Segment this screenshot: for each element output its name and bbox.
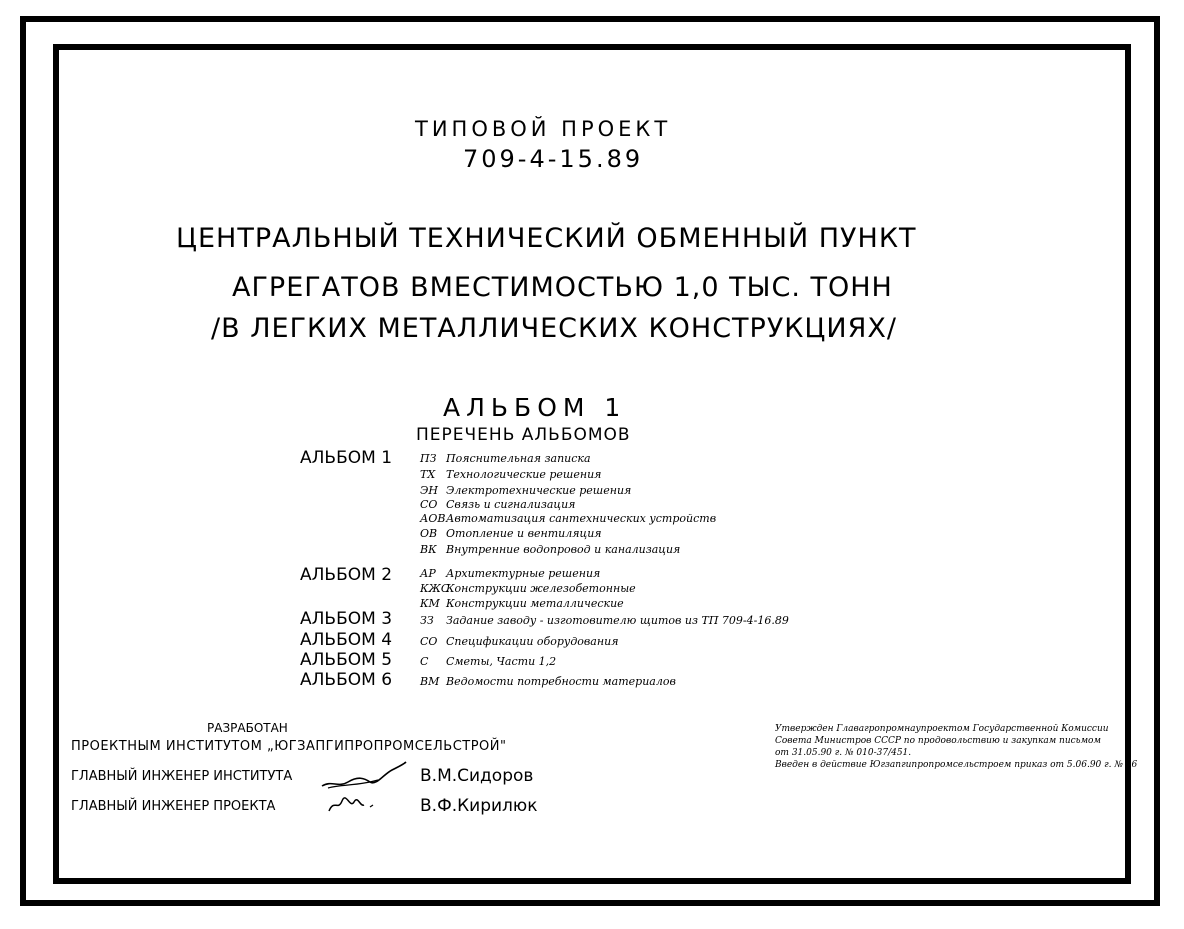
album-1-entry-6: [420, 528, 602, 539]
entry-text: Спецификации оборудования: [446, 635, 619, 648]
signature-kirilyuk: [326, 793, 376, 817]
approval-line-2: Совета Министров СССР по продовольствию и закупкам письмом: [775, 736, 1101, 746]
title-line-1: ЦЕНТРАЛЬНЫЙ ТЕХНИЧЕСКИЙ ОБМЕННЫЙ ПУНКТ: [176, 223, 917, 254]
approval-line-1: Утвержден Главагропромнаупроектом Государственной Комиссии: [775, 724, 1109, 734]
entry-text: Пояснительная записка: [446, 452, 591, 465]
entry-text: Задание заводу - изготовителю щитов из ТП 709-4-16.89: [446, 614, 789, 627]
album-2-entry-2: [420, 583, 636, 594]
entry-text: Архитектурные решения: [446, 567, 601, 580]
entry-text: Автоматизация сантехнических устройств: [446, 512, 717, 525]
album-1-entry-2: [420, 469, 601, 480]
entry-text: Отопление и вентиляция: [446, 527, 602, 540]
chief-institute-name: В.М.Сидоров: [420, 766, 534, 786]
entry-text: Сметы, Части 1,2: [446, 655, 557, 668]
entry-code: ВК: [420, 543, 437, 556]
album-1-entry-3: [420, 485, 631, 496]
album-5-entry-1: [420, 656, 556, 667]
entry-code: ЗЗ: [420, 614, 434, 627]
album-3-entry-1: [420, 615, 789, 626]
album-6-name: АЛЬБОМ 6: [300, 670, 393, 690]
entry-code: КЖС: [420, 582, 450, 595]
approval-line-3: от 31.05.90 г. № 010-37/451.: [775, 748, 912, 758]
chief-project-role: ГЛАВНЫЙ ИНЖЕНЕР ПРОЕКТА: [71, 799, 276, 814]
album-5-name: АЛЬБОМ 5: [300, 650, 393, 670]
album-1-entry-4: [420, 499, 575, 510]
album-2-entry-3: [420, 598, 624, 609]
album-1-name: АЛЬБОМ 1: [300, 448, 393, 468]
entry-code: СО: [420, 635, 438, 648]
entry-code: АР: [420, 567, 436, 580]
album-2-name: АЛЬБОМ 2: [300, 565, 393, 585]
entry-text: Связь и сигнализация: [446, 498, 576, 511]
entry-code: ТХ: [420, 468, 436, 481]
developer-label: РАЗРАБОТАН: [207, 721, 288, 735]
album-4-name: АЛЬБОМ 4: [300, 630, 393, 650]
entry-text: Внутренние водопровод и канализация: [446, 543, 681, 556]
album-heading: АЛЬБОМ 1: [443, 393, 627, 422]
signature-sidorov: [318, 760, 408, 792]
entry-code: КМ: [420, 597, 440, 610]
album-3-name: АЛЬБОМ 3: [300, 609, 393, 629]
list-heading: ПЕРЕЧЕНЬ АЛЬБОМОВ: [416, 425, 631, 445]
entry-text: Конструкции железобетонные: [446, 582, 636, 595]
developer-institute: ПРОЕКТНЫМ ИНСТИТУТОМ „ЮГЗАПГИПРОПРОМСЕЛЬСТРОЙ": [71, 739, 507, 754]
approval-line-4: Введен в действие Югзапгипропромсельстроем приказ от 5.06.90 г. № 46: [775, 760, 1138, 770]
album-6-entry-1: [420, 676, 676, 687]
chief-institute-role: ГЛАВНЫЙ ИНЖЕНЕР ИНСТИТУТА: [71, 769, 293, 784]
album-1-entry-7: [420, 544, 680, 555]
album-4-entry-1: [420, 636, 618, 647]
entry-code: ПЗ: [420, 452, 437, 465]
album-1-entry-1: [420, 453, 591, 464]
entry-text: Технологические решения: [446, 468, 602, 481]
entry-code: СО: [420, 498, 438, 511]
chief-project-name: В.Ф.Кирилюк: [420, 796, 538, 816]
title-line-2: АГРЕГАТОВ ВМЕСТИМОСТЬЮ 1,0 ТЫС. ТОНН: [232, 272, 893, 303]
entry-code: С: [420, 655, 429, 668]
project-label: ТИПОВОЙ ПРОЕКТ: [415, 117, 672, 141]
entry-text: Ведомости потребности материалов: [446, 675, 676, 688]
entry-text: Конструкции металлические: [446, 597, 624, 610]
album-1-entry-5: [420, 513, 716, 524]
entry-code: ОВ: [420, 527, 438, 540]
entry-code: ВМ: [420, 675, 440, 688]
entry-code: АОВ: [420, 512, 446, 525]
project-number: 709-4-15.89: [463, 145, 644, 173]
title-line-3: /В ЛЕГКИХ МЕТАЛЛИЧЕСКИХ КОНСТРУКЦИЯХ/: [211, 313, 897, 344]
album-2-entry-1: [420, 568, 600, 579]
entry-text: Электротехнические решения: [446, 484, 632, 497]
entry-code: ЭН: [420, 484, 439, 497]
